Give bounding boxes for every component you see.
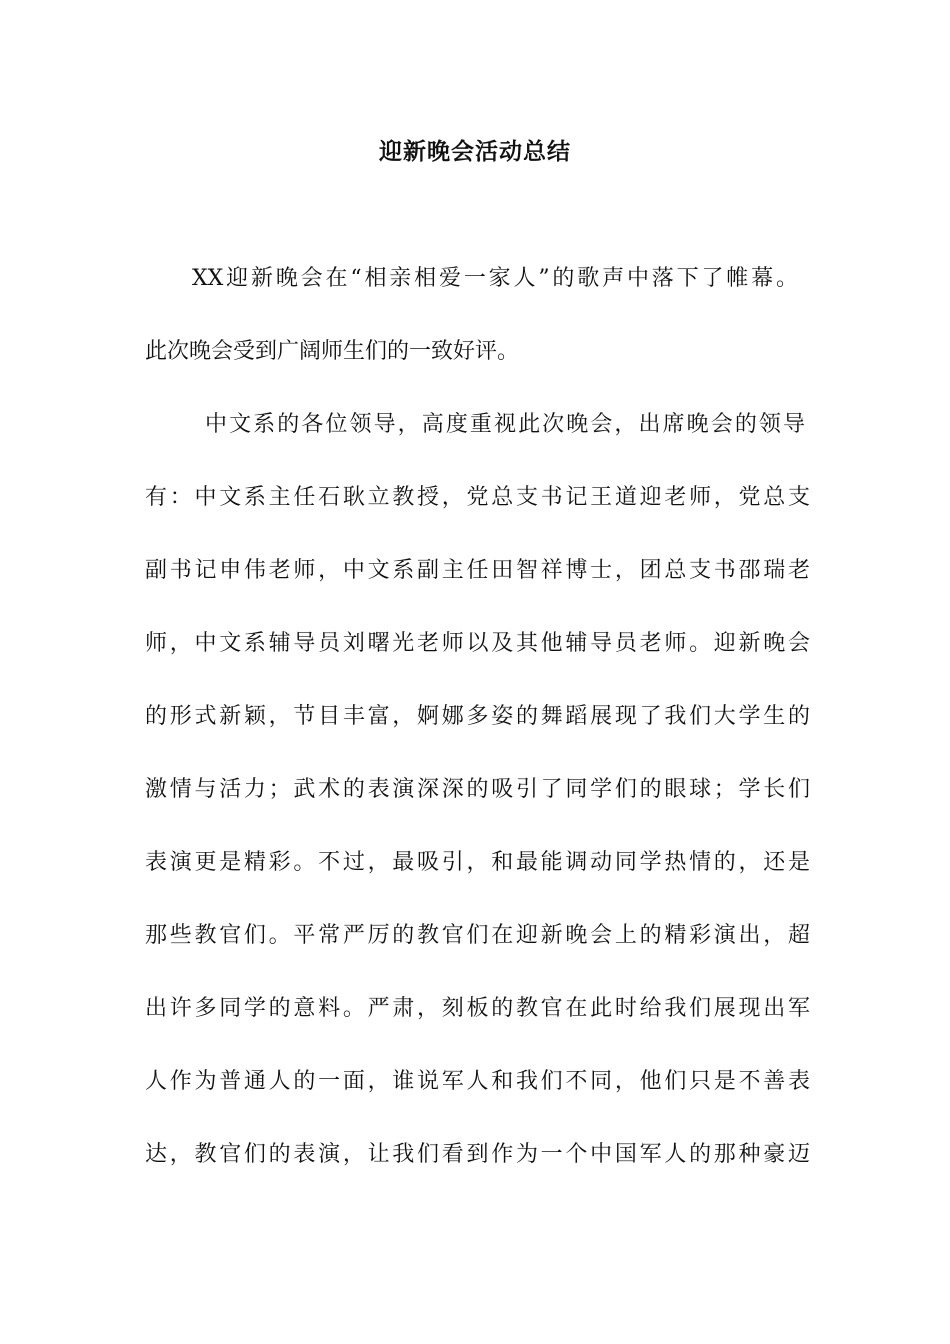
paragraph-2-line-8: 那些教官们。平常严厉的教官们在迎新晚会上的精彩演出，超: [145, 923, 810, 948]
paragraph-2-line-10: 人作为普通人的一面，谁说军人和我们不同，他们只是不善表: [145, 1069, 810, 1094]
paragraph-2-line-5: 的形式新颖，节目丰富，婀娜多姿的舞蹈展现了我们大学生的: [145, 704, 810, 729]
paragraph-1-line-1: XX迎新晚会在“相亲相爱一家人”的歌声中落下了帷幕。: [192, 266, 798, 291]
paragraph-2-line-11: 达，教官们的表演，让我们看到作为一个中国军人的那种豪迈: [145, 1142, 810, 1167]
paragraph-2-line-7: 表演更是精彩。不过，最吸引，和最能调动同学热情的，还是: [145, 850, 810, 875]
paragraph-1-line-2: 此次晚会受到广阔师生们的一致好评。: [145, 339, 520, 364]
paragraph-2-line-3: 副书记申伟老师，中文系副主任田智祥博士，团总支书邵瑞老: [145, 558, 810, 583]
paragraph-2-line-9: 出许多同学的意料。严肃，刻板的教官在此时给我们展现出军: [145, 996, 810, 1021]
document-title: 迎新晚会活动总结: [379, 139, 571, 165]
paragraph-2-line-4: 师，中文系辅导员刘曙光老师以及其他辅导员老师。迎新晚会: [145, 631, 810, 656]
paragraph-2-line-6: 激情与活力；武术的表演深深的吸引了同学们的眼球；学长们: [145, 777, 810, 802]
paragraph-2-line-1: 中文系的各位领导，高度重视此次晚会，出席晚会的领导: [205, 412, 805, 437]
paragraph-2-line-2: 有：中文系主任石耿立教授，党总支书记王道迎老师，党总支: [145, 485, 810, 510]
